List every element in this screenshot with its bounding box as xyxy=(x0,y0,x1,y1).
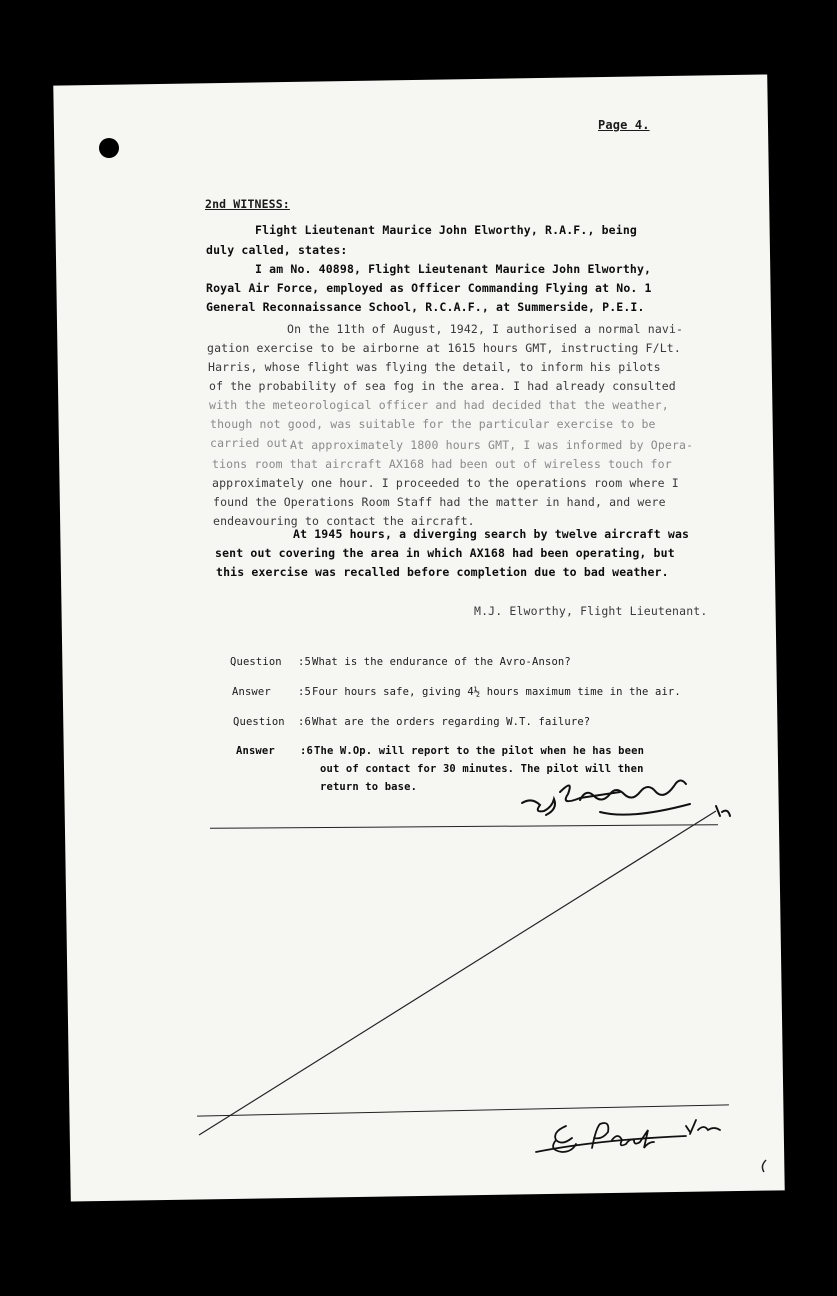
para1-line-1: I am No. 40898, Flight Lieutenant Maurice John Elworthy, xyxy=(255,262,652,276)
cancellation-diagonal xyxy=(199,811,716,1135)
qa-number: :6 xyxy=(298,716,311,728)
para3-line-5: endeavouring to contact the aircraft. xyxy=(213,514,475,528)
para2-line-5: with the meteorological officer and had decided that the weather, xyxy=(209,398,669,412)
qa-label: Answer xyxy=(232,686,271,698)
qa-text: The W.Op. will report to the pilot when he has been xyxy=(314,745,645,757)
qa-text: What is the endurance of the Avro-Anson? xyxy=(312,656,571,668)
witness-heading: 2nd WITNESS: xyxy=(205,197,290,211)
intro-line-2: duly called, states: xyxy=(206,243,348,257)
para2-line-4: of the probability of sea fog in the area. I had already consulted xyxy=(209,379,676,393)
page-label: Page 4. xyxy=(598,118,650,132)
para3-line-4: found the Operations Room Staff had the matter in hand, and were xyxy=(213,495,666,509)
edge-mark xyxy=(762,1160,766,1172)
intro-line-1: Flight Lieutenant Maurice John Elworthy, R.A.F., being xyxy=(255,223,637,237)
qa-text: out of contact for 30 minutes. The pilot will then xyxy=(320,763,644,775)
para3-line-2: tions room that aircraft AX168 had been out of wireless touch for xyxy=(212,457,672,471)
qa-number: :6 xyxy=(300,745,313,757)
qa-number: :5 xyxy=(298,656,311,668)
qa-text: What are the orders regarding W.T. failure? xyxy=(312,716,591,728)
para2-line-2: gation exercise to be airborne at 1615 hours GMT, instructing F/Lt. xyxy=(207,341,681,355)
qa-text: Four hours safe, giving 4½ hours maximum time in the air. xyxy=(312,686,681,698)
qa-text: return to base. xyxy=(320,781,418,793)
para3-line-3: approximately one hour. I proceeded to the operations room where I xyxy=(212,476,679,490)
para3-line-1: At approximately 1800 hours GMT, I was informed by Opera- xyxy=(290,438,694,452)
para2-line-3: Harris, whose flight was flying the detail, to inform his pilots xyxy=(208,360,661,374)
qa-label: Question xyxy=(230,656,282,668)
para2-line-1: On the 11th of August, 1942, I authorised a normal navi- xyxy=(287,322,684,336)
para4-line-3: this exercise was recalled before completion due to bad weather. xyxy=(216,565,669,579)
para1-line-2: Royal Air Force, employed as Officer Commanding Flying at No. 1 xyxy=(206,281,652,295)
elworthy-signature xyxy=(522,780,730,816)
para1-line-3: General Reconnaissance School, R.C.A.F., at Summerside, P.E.I. xyxy=(206,300,645,314)
qa-label: Question xyxy=(233,716,285,728)
qa-label: Answer xyxy=(236,745,275,757)
para4-line-2: sent out covering the area in which AX168 had been operating, but xyxy=(215,546,675,560)
para4-line-1: At 1945 hours, a diverging search by twelve aircraft was xyxy=(293,527,690,541)
para2-line-7: carried out. xyxy=(210,436,295,450)
porter-signature xyxy=(536,1120,720,1152)
typed-signature: M.J. Elworthy, Flight Lieutenant. xyxy=(474,604,708,618)
qa-number: :5 xyxy=(298,686,311,698)
para2-line-6: though not good, was suitable for the particular exercise to be xyxy=(210,417,656,431)
